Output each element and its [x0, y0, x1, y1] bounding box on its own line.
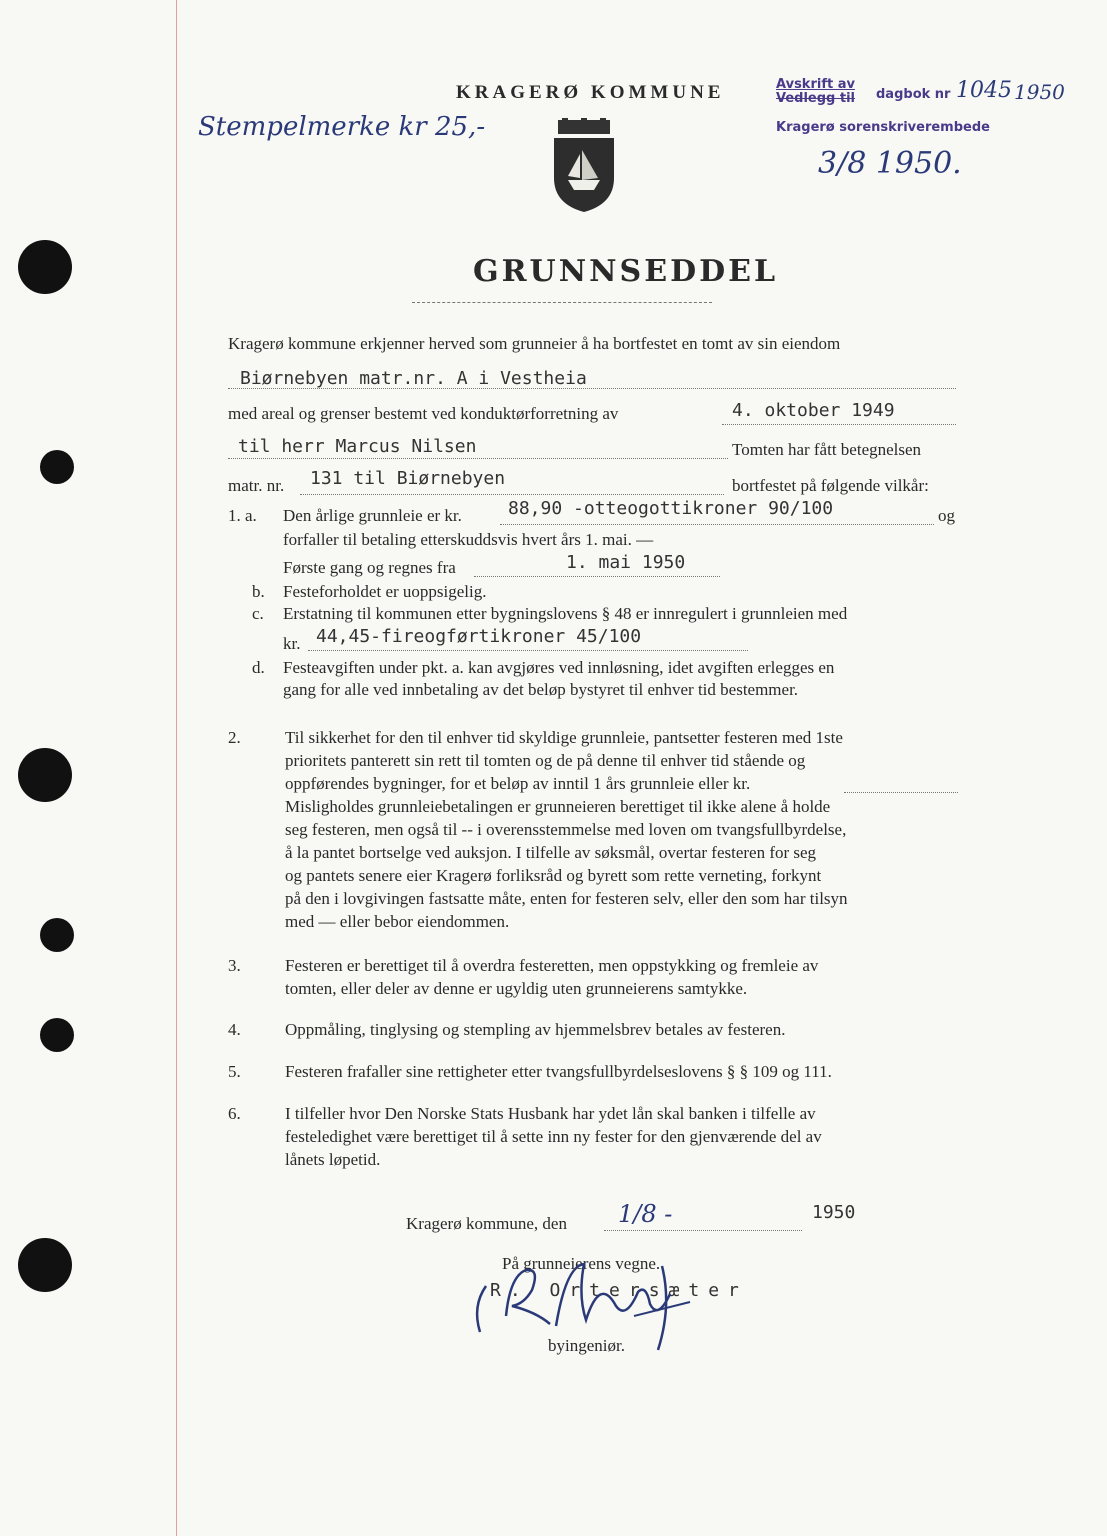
- binder-hole: [18, 240, 72, 294]
- clause-text: oppførendes bygninger, for et beløp av inntil 1 års grunnleie eller kr.: [285, 774, 751, 793]
- coat-of-arms-icon: [548, 118, 620, 214]
- recipient-name: til herr Marcus Nilsen: [238, 436, 477, 457]
- document-title: GRUNNSEDDEL: [473, 254, 779, 289]
- clause-number: 6.: [228, 1104, 241, 1123]
- clause-text: festeledighet være berettiget til å sette inn ny fester for den gjenværende del av: [285, 1127, 822, 1146]
- clause-text: med — eller bebor eiendommen.: [285, 912, 510, 931]
- clause-text: Til sikkerhet for den til enhver tid skyldige grunnleie, pantsetter festeren med 1ste: [285, 728, 843, 747]
- clause-text: og: [938, 506, 955, 525]
- clause-text: prioritets panterett sin rett til tomten og de på denne til enhver tid stående og: [285, 751, 806, 770]
- signature-place: Kragerø kommune, den: [406, 1214, 567, 1233]
- clause-number: 3.: [228, 956, 241, 975]
- dotted-line: [844, 792, 958, 793]
- stamp-handwritten-date: 3/8 1950.: [818, 146, 962, 181]
- clause-number: d.: [252, 658, 265, 677]
- clause-text: tomten, eller deler av denne er ugyldig uten grunneierens samtykke.: [285, 979, 748, 998]
- clause-text: seg festeren, men også til -- i overensstemmelse med loven om tvangsfullbyrdelse,: [285, 820, 847, 839]
- clause-text: og pantets senere eier Kragerø forliksråd og byrett som rette verneting, forkynt: [285, 866, 822, 885]
- stamp-avskrift: Avskrift av: [776, 77, 855, 92]
- on-behalf-text: På grunneierens vegne.: [502, 1254, 661, 1273]
- start-date: 1. mai 1950: [566, 552, 686, 573]
- matr-label: matr. nr.: [228, 476, 285, 495]
- intro-text: med areal og grenser bestemt ved konduktørforretning av: [228, 404, 619, 423]
- ground-rent-value: 88,90 -otteogottikroner 90/100: [508, 498, 834, 519]
- intro-text: Tomten har fått betegnelsen: [732, 440, 922, 459]
- stamp-vedlegg: Vedlegg til: [776, 91, 856, 106]
- dotted-line: [308, 650, 748, 651]
- handwritten-stamp-fee: Stempelmerke kr 25,-: [198, 112, 486, 142]
- dotted-line: [604, 1230, 802, 1231]
- municipality-header: KRAGERØ KOMMUNE: [456, 82, 725, 103]
- binder-hole: [18, 1238, 72, 1292]
- signatory-role: byingeniør.: [548, 1336, 625, 1355]
- margin-line: [176, 0, 177, 1536]
- clause-number: 4.: [228, 1020, 241, 1039]
- dotted-line: [474, 576, 720, 577]
- clause-text: gang for alle ved innbetaling av det beløp bystyret til enhver tid bestemmer.: [283, 680, 799, 699]
- binder-hole: [18, 748, 72, 802]
- stamp-dagbok-label: dagbok nr: [876, 87, 951, 102]
- dotted-line: [722, 424, 956, 425]
- signature-year: 1950: [812, 1202, 856, 1223]
- intro-text: bortfestet på følgende vilkår:: [732, 476, 929, 495]
- stamp-year-mark: 1950: [1014, 80, 1065, 104]
- clause-text: kr.: [283, 634, 301, 653]
- stamp-court-name: Kragerø sorenskriverembede: [776, 120, 990, 135]
- stamp-line1: [776, 78, 855, 106]
- clause-number: b.: [252, 582, 265, 601]
- matr-value: 131 til Biørnebyen: [310, 468, 506, 489]
- clause-text: Festeforholdet er uoppsigelig.: [283, 582, 487, 601]
- survey-date: 4. oktober 1949: [732, 400, 895, 421]
- clause-text: Festeren er berettiget til å overdra festeretten, men oppstykking og fremleie av: [285, 956, 819, 975]
- intro-text: Kragerø kommune erkjenner herved som grunneier å ha bortfestet en tomt av sin eiendom: [228, 334, 841, 353]
- binder-hole: [40, 918, 74, 952]
- clause-text: forfaller til betaling etterskuddsvis hvert års 1. mai. —: [283, 530, 654, 549]
- compensation-value: 44,45-fireogførtikroner 45/100: [316, 626, 642, 647]
- clause-text: Festeavgiften under pkt. a. kan avgjøres ved innløsning, idet avgiften erlegges en: [283, 658, 835, 677]
- title-underline: [412, 302, 712, 303]
- clause-text: Festeren frafaller sine rettigheter etter tvangsfullbyrdelseslovens § § 109 og 111.: [285, 1062, 832, 1081]
- clause-number: c.: [252, 604, 264, 623]
- clause-text: Erstatning til kommunen etter bygningslovens § 48 er innregulert i grunnleien med: [283, 604, 848, 623]
- clause-number: 1. a.: [228, 506, 257, 525]
- clause-text: Oppmåling, tinglysing og stempling av hjemmelsbrev betales av festeren.: [285, 1020, 786, 1039]
- clause-text: Den årlige grunnleie er kr.: [283, 506, 462, 525]
- property-name: Biørnebyen matr.nr. A i Vestheia: [240, 368, 587, 389]
- stamp-dagbok-nr: 1045: [956, 78, 1012, 103]
- clause-text: å la pantet bortselge ved auksjon. I tilfelle av søksmål, overtar festeren for seg: [285, 843, 817, 862]
- clause-text: I tilfeller hvor Den Norske Stats Husbank har ydet lån skal banken i tilfelle av: [285, 1104, 816, 1123]
- clause-number: 2.: [228, 728, 241, 747]
- dotted-line: [228, 458, 728, 459]
- clause-text: Første gang og regnes fra: [283, 558, 456, 577]
- dotted-line: [300, 494, 724, 495]
- dotted-line: [500, 524, 934, 525]
- binder-hole: [40, 450, 74, 484]
- signatory-typed-name: R. Ortersæter: [490, 1280, 748, 1301]
- signature-date: 1/8 -: [618, 1200, 673, 1228]
- clause-text: på den i lovgivingen fastsatte måte, enten for festeren selv, eller den som har tilsyn: [285, 889, 848, 908]
- clause-text: lånets løpetid.: [285, 1150, 381, 1169]
- clause-text: Misligholdes grunnleiebetalingen er grunneieren berettiget til ikke alene å holde: [285, 797, 831, 816]
- clause-number: 5.: [228, 1062, 241, 1081]
- binder-hole: [40, 1018, 74, 1052]
